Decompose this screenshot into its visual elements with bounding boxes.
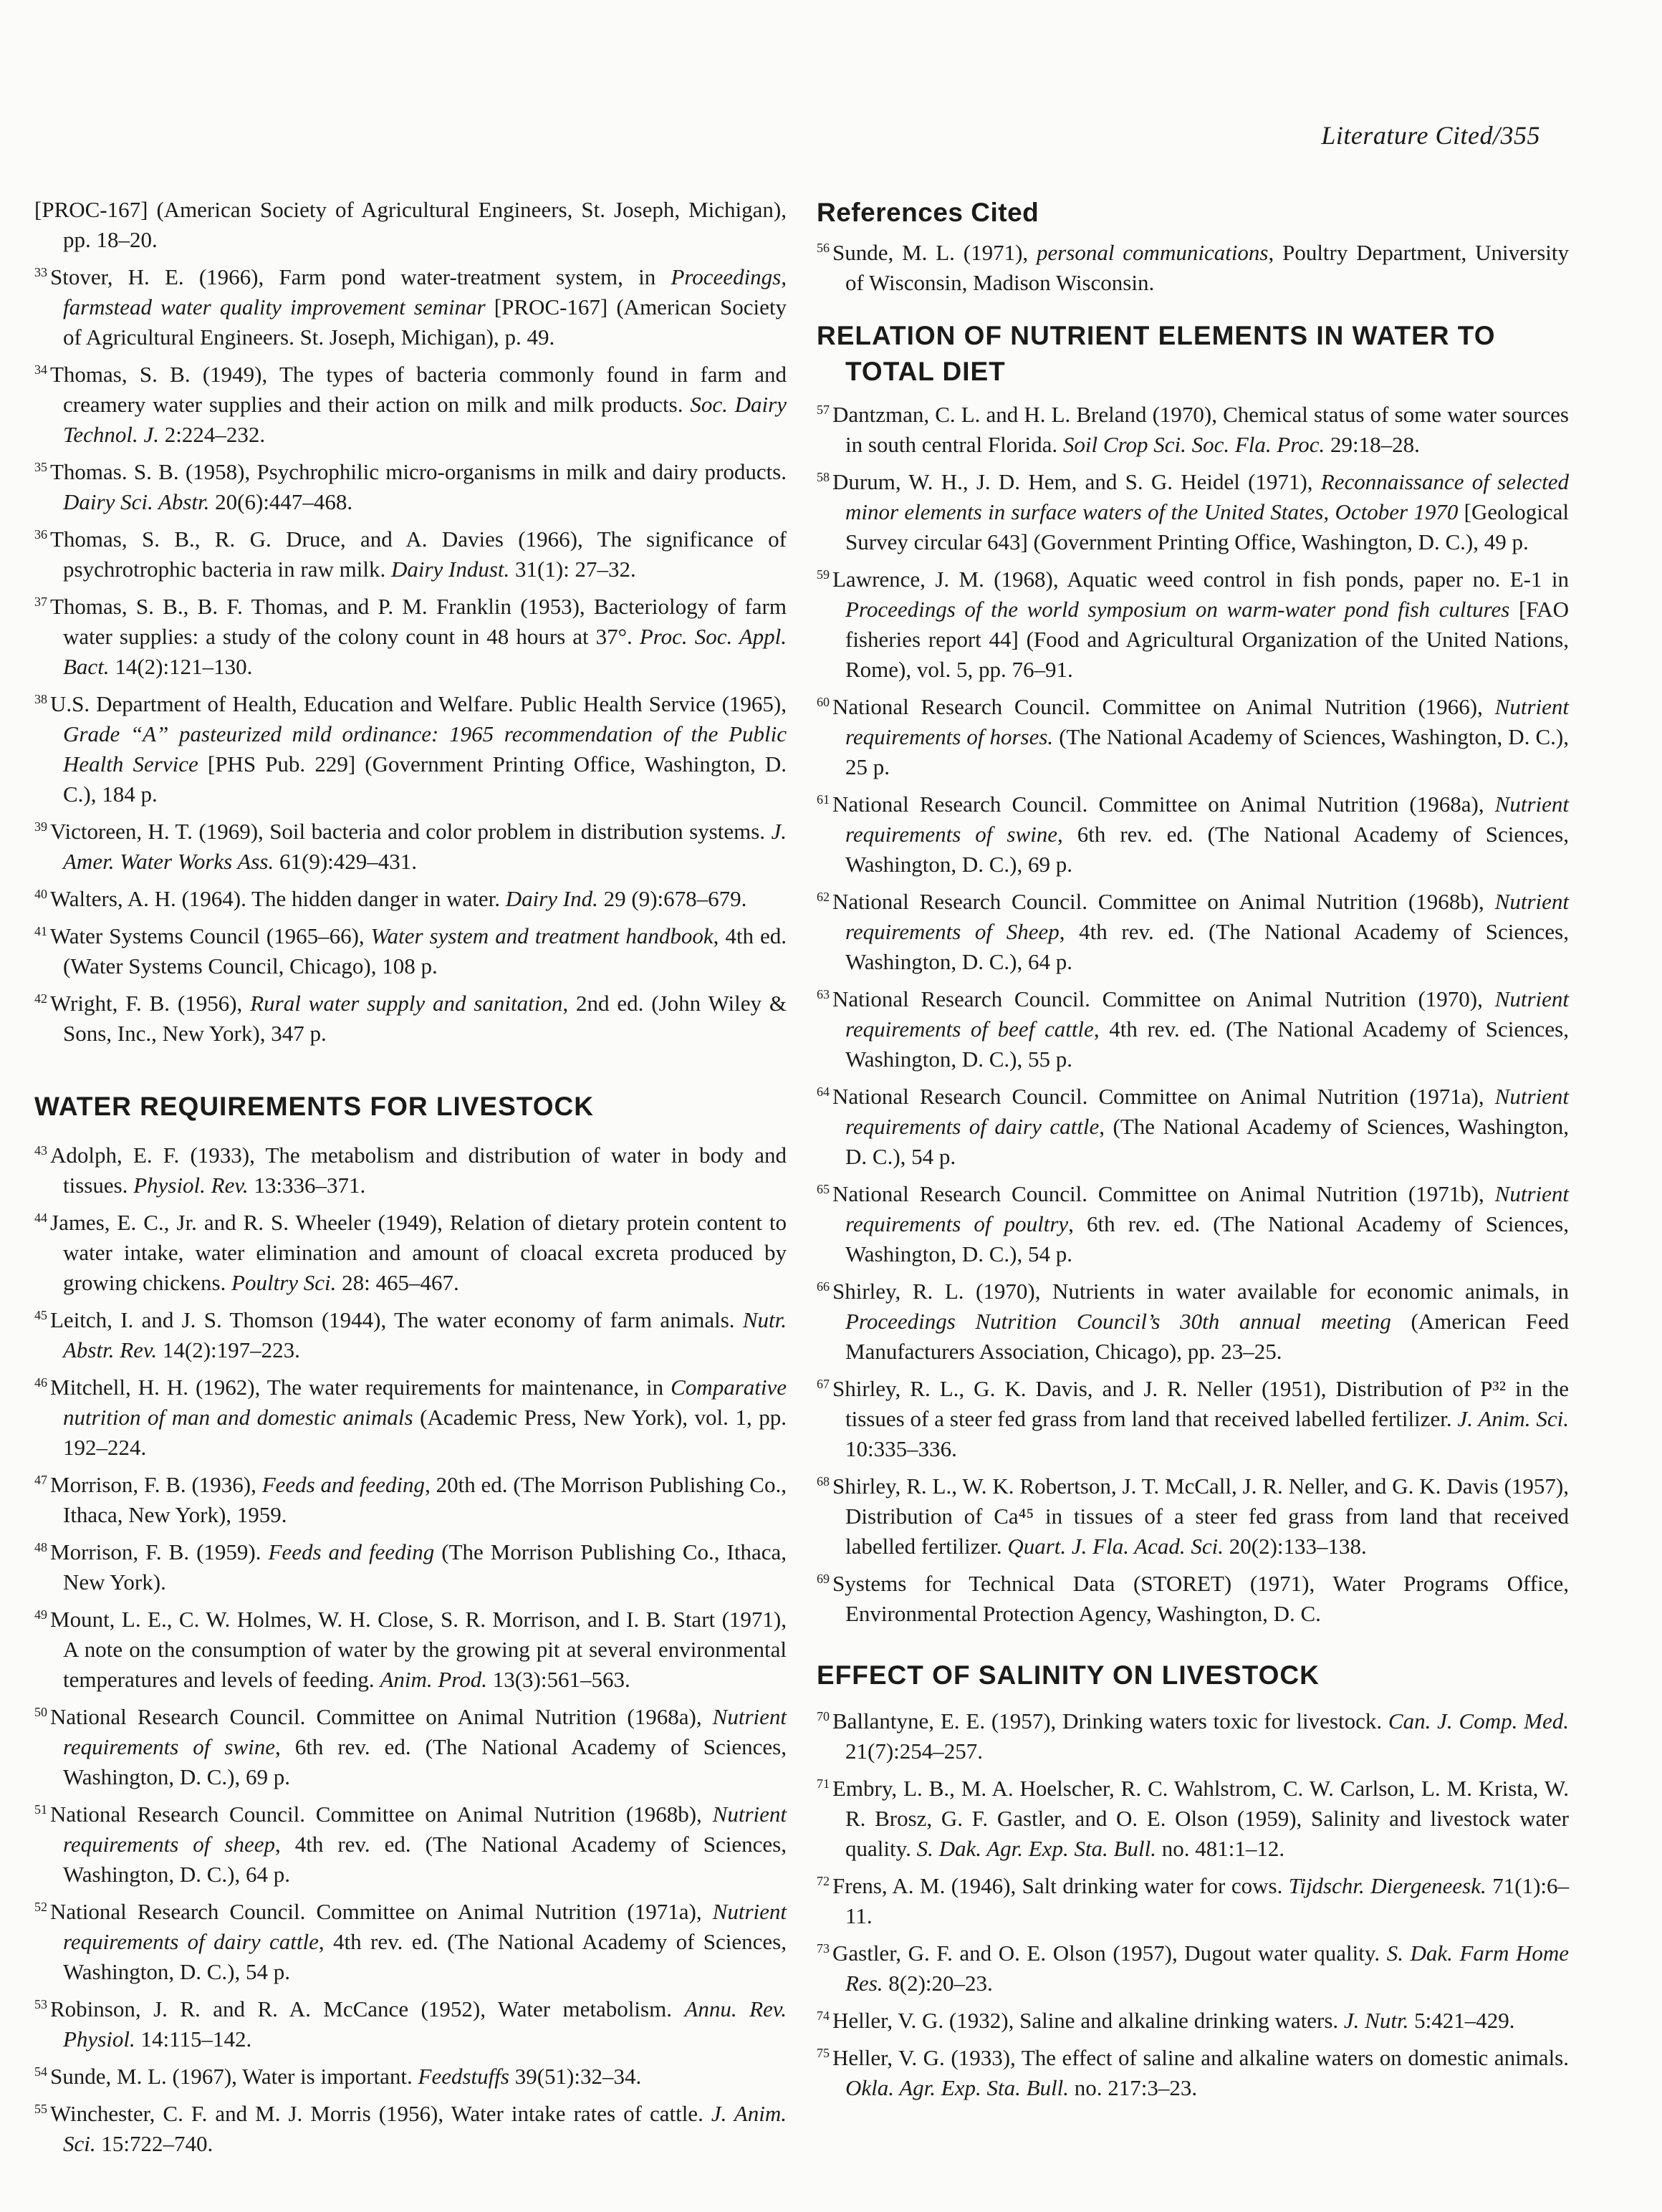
reference-italic-text: Nutrient requirements of dairy cattle <box>845 1084 1569 1139</box>
reference-italic-text: Comparative nutrition of man and domestic animals <box>63 1375 787 1430</box>
reference-number: 54 <box>34 2064 47 2079</box>
reference-number: 55 <box>34 2101 47 2116</box>
reference-number: 64 <box>817 1084 830 1099</box>
reference-italic-text: J. Anim. Sci. <box>63 2101 787 2156</box>
reference-number: 69 <box>817 1571 830 1586</box>
reference-text: Leitch, I. and J. S. Thomson (1944), The water economy of farm animals. <box>50 1307 743 1332</box>
reference-italic-text: Rural water supply and sanitation <box>250 991 563 1016</box>
reference-italic-text: personal communications <box>1036 240 1269 265</box>
reference-entry <box>34 1897 787 1987</box>
reference-text: Gastler, G. F. and O. E. Olson (1957), Dugout water quality. <box>832 1941 1387 1966</box>
reference-entry <box>817 2043 1569 2103</box>
reference-entry <box>34 360 787 450</box>
reference-entry <box>817 1871 1569 1931</box>
reference-text: National Research Council. Committee on Animal Nutrition (1970), <box>832 986 1495 1011</box>
reference-text: Shirley, R. L. (1970), Nutrients in water available for economic animals, in <box>832 1279 1569 1304</box>
reference-number: 71 <box>817 1776 830 1791</box>
reference-italic-text: Okla. Agr. Exp. Sta. Bull. <box>845 2075 1069 2100</box>
reference-text: , 2nd ed. (John Wiley & Sons, Inc., New York), 347 p. <box>63 991 787 1046</box>
reference-entry <box>34 1470 787 1530</box>
reference-text: 14:115–142. <box>135 2026 252 2052</box>
reference-entry <box>34 1702 787 1792</box>
reference-text: 14(2):121–130. <box>109 654 253 679</box>
reference-italic-text: Feedstuffs <box>418 2064 509 2089</box>
reference-entry <box>817 1082 1569 1172</box>
reference-number: 48 <box>34 1539 47 1554</box>
reference-entry <box>817 1706 1569 1766</box>
reference-text: James, E. C., Jr. and R. S. Wheeler (1949), Relation of dietary protein content to water intake, water elimination and amount of cloacal excreta produced by growing chickens. <box>50 1210 787 1295</box>
reference-italic-text: Dairy Indust. <box>390 557 510 582</box>
reference-text: Lawrence, J. M. (1968), Aquatic weed control in fish ponds, paper no. E-1 in <box>832 567 1569 592</box>
reference-text: [PHS Pub. 229] (Government Printing Office, Washington, D. C.), 184 p. <box>63 751 787 807</box>
reference-italic-text: Can. J. Comp. Med. <box>1388 1708 1569 1733</box>
reference-entry <box>817 1938 1569 1999</box>
reference-entry <box>34 2099 787 2159</box>
reference-entry <box>817 887 1569 977</box>
section-heading-water-requirements: WATER REQUIREMENTS FOR LIVESTOCK <box>34 1092 594 1121</box>
reference-italic-text: Nutrient requirements of poultry <box>845 1181 1569 1236</box>
running-head: Literature Cited/355 <box>1321 121 1540 150</box>
reference-number: 49 <box>34 1607 47 1622</box>
reference-number: 73 <box>817 1941 830 1956</box>
reference-number: 44 <box>34 1210 47 1225</box>
reference-text: no. 217:3–23. <box>1068 2075 1198 2100</box>
reference-entry <box>34 1605 787 1695</box>
reference-italic-text: Reconnaissance of selected minor elements in surface waters of the United States, October 1970 <box>845 469 1569 524</box>
reference-text: [FAO fisheries report 44] (Food and Agricultural Organization of the United Nations, Rome), vol. 5, pp. 76–91. <box>845 597 1569 682</box>
reference-list <box>34 262 787 1049</box>
reference-text: 29 (9):678–679. <box>597 886 747 911</box>
reference-number: 60 <box>817 694 830 709</box>
reference-number: 38 <box>34 691 47 706</box>
reference-text: Victoreen, H. T. (1969), Soil bacteria and color problem in distribution systems. <box>50 819 772 844</box>
reference-italic-text: Soc. Dairy Technol. J. <box>63 392 787 447</box>
reference-entry <box>817 789 1569 880</box>
reference-italic-text: Poultry Sci. <box>231 1270 337 1295</box>
reference-text: 10:335–336. <box>845 1436 957 1461</box>
reference-entry <box>34 689 787 809</box>
reference-text: Wright, F. B. (1956), <box>50 991 251 1016</box>
reference-italic-text: Annu. Rev. Physiol. <box>63 1996 787 2052</box>
reference-number: 61 <box>817 792 830 807</box>
reference-italic-text: Grade “A” pasteurized mild ordinance: 1965 recommendation of the Public Health Service <box>63 721 787 776</box>
reference-text: National Research Council. Committee on Animal Nutrition (1971b), <box>832 1181 1495 1206</box>
reference-text: , 6th rev. ed. (The National Academy of Sciences, Washington, D. C.), 69 p. <box>845 822 1569 877</box>
reference-italic-text: Nutrient requirements of Sheep <box>845 889 1569 944</box>
reference-italic-text: Physiol. Rev. <box>133 1173 249 1198</box>
reference-number: 51 <box>34 1802 47 1817</box>
reference-number: 58 <box>817 469 830 484</box>
reference-italic-text: Dairy Ind. <box>505 886 598 911</box>
reference-entry <box>34 817 787 877</box>
reference-text: 8(2):20–23. <box>883 1971 993 1996</box>
reference-text: Thomas, S. B., B. F. Thomas, and P. M. Franklin (1953), Bacteriology of farm water supplies: a study of the colony count in 48 hours at 37°. <box>50 594 787 649</box>
reference-entry <box>34 524 787 585</box>
reference-italic-text: Nutrient requirements of swine <box>845 792 1569 847</box>
reference-number: 45 <box>34 1307 47 1322</box>
reference-text: Mount, L. E., C. W. Holmes, W. H. Close, S. R. Morrison, and I. B. Start (1971), A note on the consumption of water by the growing pit at several environmental temperatures and levels of feeding. <box>50 1607 787 1692</box>
reference-text: Shirley, R. L., W. K. Robertson, J. T. McCall, J. R. Neller, and G. K. Davis (1957), Distribution of Ca⁴⁵ in tissues of a steer fed grass from land that received labelled fertilizer. <box>832 1473 1569 1559</box>
reference-entry <box>817 1774 1569 1864</box>
reference-number: 37 <box>34 594 47 609</box>
reference-number: 35 <box>34 459 47 474</box>
reference-italic-text: Nutrient requirements of horses. <box>845 694 1569 749</box>
reference-number: 40 <box>34 886 47 901</box>
reference-number: 34 <box>34 362 47 377</box>
reference-italic-text: Nutr. Abstr. Rev. <box>63 1307 787 1362</box>
reference-entry <box>817 467 1569 557</box>
reference-text: Winchester, C. F. and M. J. Morris (1956), Water intake rates of cattle. <box>50 2101 711 2126</box>
reference-number: 67 <box>817 1376 830 1391</box>
reference-text: Stover, H. E. (1966), Farm pond water-treatment system, in <box>50 264 671 289</box>
reference-italic-text: Feeds and feeding <box>261 1472 426 1497</box>
reference-text: National Research Council. Committee on Animal Nutrition (1968b), <box>50 1802 713 1827</box>
reference-text: National Research Council. Committee on Animal Nutrition (1968a), <box>50 1704 713 1729</box>
section-heading-references-cited: References Cited <box>817 198 1039 227</box>
section-heading-effect-of-salinity: EFFECT OF SALINITY ON LIVESTOCK <box>817 1660 1320 1690</box>
reference-italic-text: J. Amer. Water Works Ass. <box>63 819 787 874</box>
reference-text: Robinson, J. R. and R. A. McCance (1952), Water metabolism. <box>50 1996 685 2021</box>
reference-entry <box>34 1140 787 1201</box>
reference-number: 53 <box>34 1996 47 2011</box>
reference-italic-text: Nutrient requirements of swine <box>63 1704 787 1759</box>
reference-italic-text: Dairy Sci. Abstr. <box>63 489 210 514</box>
reference-text: , 4th rev. ed. (The National Academy of Sciences, Washington, D. C.), 64 p. <box>845 919 1569 974</box>
reference-text: , 4th ed. (Water Systems Council, Chicago), 108 p. <box>63 923 787 978</box>
reference-italic-text: J. Nutr. <box>1343 2008 1409 2033</box>
reference-text: 20(2):133–138. <box>1224 1534 1367 1559</box>
reference-number: 68 <box>817 1473 830 1489</box>
reference-text: (The Morrison Publishing Co., Ithaca, New York). <box>63 1539 787 1595</box>
reference-number: 66 <box>817 1279 830 1294</box>
reference-italic-text: J. Anim. Sci. <box>1457 1406 1570 1431</box>
reference-entry <box>34 1372 787 1463</box>
reference-italic-text: Nutrient requirements of dairy cattle <box>63 1899 787 1954</box>
reference-text: National Research Council. Committee on Animal Nutrition (1966), <box>832 694 1495 719</box>
reference-entry <box>34 592 787 682</box>
reference-number: 33 <box>34 264 47 279</box>
reference-text: (Academic Press, New York), vol. 1, pp. 192–224. <box>63 1405 787 1460</box>
reference-text: [PROC-167] (American Society of Agricultural Engineers. St. Joseph, Michigan), p. 49. <box>63 294 787 350</box>
reference-text: 61(9):429–431. <box>274 849 418 874</box>
reference-entry <box>34 1994 787 2054</box>
reference-text: , 20th ed. (The Morrison Publishing Co., Ithaca, New York), 1959. <box>63 1472 787 1527</box>
reference-italic-text: Nutrient requirements of beef cattle <box>845 986 1569 1042</box>
reference-text: no. 481:1–12. <box>1156 1836 1285 1861</box>
reference-text: Walters, A. H. (1964). The hidden danger in water. <box>50 886 506 911</box>
left-column <box>34 195 787 2166</box>
reference-number: 63 <box>817 986 830 1001</box>
reference-italic-text: Proceedings of the world symposium on warm-water pond fish cultures <box>845 597 1510 622</box>
reference-italic-text: Anim. Prod. <box>380 1667 487 1692</box>
reference-text: Shirley, R. L., G. K. Davis, and J. R. Neller (1951), Distribution of P³² in the tissues of a steer fed grass from land that received labelled fertilizer. <box>832 1376 1569 1431</box>
reference-text: National Research Council. Committee on Animal Nutrition (1968a), <box>832 792 1495 817</box>
reference-entry <box>34 1208 787 1298</box>
reference-entry <box>817 564 1569 685</box>
reference-number: 57 <box>817 402 830 417</box>
reference-text: Morrison, F. B. (1959). <box>50 1539 269 1564</box>
reference-text: Heller, V. G. (1933), The effect of saline and alkaline waters on domestic animals. <box>832 2045 1569 2070</box>
reference-number: 65 <box>817 1181 830 1196</box>
reference-entry <box>34 921 787 981</box>
reference-number: 46 <box>34 1375 47 1390</box>
reference-text: (The National Academy of Sciences, Washington, D. C.), 25 p. <box>845 724 1569 779</box>
reference-text: 20(6):447–468. <box>209 489 353 514</box>
reference-text: 28: 465–467. <box>336 1270 459 1295</box>
reference-number: 47 <box>34 1472 47 1487</box>
reference-text: National Research Council. Committee on Animal Nutrition (1968b), <box>832 889 1495 914</box>
reference-entry <box>817 692 1569 782</box>
reference-number: 70 <box>817 1708 830 1723</box>
reference-text: 21(7):254–257. <box>845 1739 984 1764</box>
reference-entry <box>817 1179 1569 1269</box>
reference-text: Dantzman, C. L. and H. L. Breland (1970), Chemical status of some water sources in south central Florida. <box>832 402 1569 457</box>
reference-text: Mitchell, H. H. (1962), The water requirements for maintenance, in <box>50 1375 671 1400</box>
reference-entry <box>34 2062 787 2092</box>
reference-list <box>817 238 1569 298</box>
reference-italic-text: S. Dak. Agr. Exp. Sta. Bull. <box>916 1836 1156 1861</box>
reference-text: Systems for Technical Data (STORET) (1971), Water Programs Office, Environmental Protection Agency, Washington, D. C. <box>832 1571 1569 1626</box>
reference-text: 39(51):32–34. <box>509 2064 642 2089</box>
reference-entry <box>34 989 787 1049</box>
reference-entry <box>817 984 1569 1074</box>
reference-italic-text: Feeds and feeding <box>268 1539 435 1564</box>
reference-entry <box>817 1569 1569 1629</box>
reference-text: Durum, W. H., J. D. Hem, and S. G. Heidel (1971), <box>832 469 1321 494</box>
reference-number: 62 <box>817 889 830 904</box>
right-column <box>817 195 1569 2110</box>
reference-italic-text: Nutrient requirements of sheep <box>63 1802 787 1857</box>
continued-reference: [PROC-167] (American Society of Agricultural Engineers, St. Joseph, Michigan), pp. 18–20. <box>34 197 787 252</box>
reference-entry <box>34 884 787 914</box>
reference-number: 43 <box>34 1143 47 1158</box>
reference-entry <box>817 1374 1569 1464</box>
reference-number: 50 <box>34 1704 47 1719</box>
reference-entry <box>34 457 787 517</box>
reference-text: , 4th rev. ed. (The National Academy of Sciences, Washington, D. C.), 54 p. <box>63 1929 787 1984</box>
reference-entry <box>817 400 1569 460</box>
reference-text: , 4th rev. ed. (The National Academy of Sciences, Washington, D. C.), 64 p. <box>63 1832 787 1887</box>
reference-entry <box>34 262 787 352</box>
reference-text: 31(1): 27–32. <box>509 557 636 582</box>
reference-text: 29:18–28. <box>1325 432 1420 457</box>
reference-number: 59 <box>817 567 830 582</box>
reference-entry <box>34 1305 787 1365</box>
reference-text: Embry, L. B., M. A. Hoelscher, R. C. Wahlstrom, C. W. Carlson, L. M. Krista, W. R. Brosz, G. F. Gastler, and O. E. Olson (1959), Salinity and livestock water quality. <box>832 1776 1569 1861</box>
reference-number: 52 <box>34 1899 47 1914</box>
reference-text: , 6th rev. ed. (The National Academy of Sciences, Washington, D. C.), 69 p. <box>63 1734 787 1789</box>
reference-entry <box>817 2006 1569 2036</box>
reference-text: , 6th rev. ed. (The National Academy of Sciences, Washington, D. C.), 54 p. <box>845 1211 1569 1266</box>
reference-text: Water Systems Council (1965–66), <box>50 923 371 948</box>
reference-entry <box>817 1276 1569 1367</box>
reference-text: National Research Council. Committee on Animal Nutrition (1971a), <box>832 1084 1495 1109</box>
reference-text: Thomas, S. B. (1949), The types of bacteria commonly found in farm and creamery water supplies and their action on milk and milk products. <box>50 362 787 417</box>
reference-number: 56 <box>817 240 830 255</box>
reference-text: Sunde, M. L. (1967), Water is important. <box>50 2064 418 2089</box>
reference-list <box>817 400 1569 1629</box>
reference-number: 42 <box>34 991 47 1006</box>
reference-text: 71(1):6–11. <box>845 1873 1570 1928</box>
reference-list <box>817 1706 1569 2103</box>
reference-text: (American Feed Manufacturers Association, Chicago), pp. 23–25. <box>845 1309 1570 1364</box>
reference-text: U.S. Department of Health, Education and Welfare. Public Health Service (1965), <box>50 691 787 716</box>
reference-list <box>34 1140 787 2159</box>
reference-text: Adolph, E. F. (1933), The metabolism and distribution of water in body and tissues. <box>50 1143 787 1198</box>
reference-text: , (The National Academy of Sciences, Washington, D. C.), 54 p. <box>845 1114 1569 1169</box>
reference-italic-text: Quart. J. Fla. Acad. Sci. <box>1007 1534 1224 1559</box>
reference-italic-text: Proc. Soc. Appl. Bact. <box>63 624 787 679</box>
reference-entry <box>817 1471 1569 1562</box>
reference-text: Morrison, F. B. (1936), <box>50 1472 262 1497</box>
reference-entry <box>817 238 1569 298</box>
reference-number: 75 <box>817 2045 830 2060</box>
section-heading-relation-of-nutrient-elements: RELATION OF NUTRIENT ELEMENTS IN WATER TO TOTAL DIET <box>817 321 1496 386</box>
reference-entry <box>34 1537 787 1597</box>
reference-text: [Geological Survey circular 643] (Government Printing Office, Washington, D. C.), 49 p. <box>845 499 1570 554</box>
reference-text: Ballantyne, E. E. (1957), Drinking waters toxic for livestock. <box>832 1708 1388 1733</box>
reference-number: 74 <box>817 2008 830 2023</box>
reference-text: 14(2):197–223. <box>157 1337 300 1362</box>
reference-number: 72 <box>817 1873 830 1888</box>
reference-text: Thomas, S. B., R. G. Druce, and A. Davies (1966), The significance of psychrotrophic bacteria in raw milk. <box>50 526 787 582</box>
reference-text: 13(3):561–563. <box>486 1667 630 1692</box>
reference-text: Thomas. S. B. (1958), Psychrophilic micro-organisms in milk and dairy products. <box>50 459 787 484</box>
reference-text: 2:224–232. <box>159 422 266 447</box>
reference-text: National Research Council. Committee on Animal Nutrition (1971a), <box>50 1899 713 1924</box>
reference-number: 39 <box>34 819 47 834</box>
reference-text: , 4th rev. ed. (The National Academy of Sciences, Washington, D. C.), 55 p. <box>845 1016 1569 1072</box>
reference-text: 13:336–371. <box>248 1173 366 1198</box>
reference-italic-text: Proceedings Nutrition Council’s 30th annual meeting <box>845 1309 1391 1334</box>
reference-italic-text: Soil Crop Sci. Soc. Fla. Proc. <box>1062 432 1325 457</box>
reference-text: Frens, A. M. (1946), Salt drinking water for cows. <box>832 1873 1289 1898</box>
reference-number: 36 <box>34 526 47 542</box>
reference-italic-text: Tijdschr. Diergeneesk. <box>1288 1873 1486 1898</box>
reference-entry <box>34 1799 787 1890</box>
reference-italic-text: Water system and treatment handbook <box>370 923 714 948</box>
reference-text: 15:722–740. <box>95 2131 213 2156</box>
reference-italic-text: S. Dak. Farm Home Res. <box>845 1941 1569 1996</box>
reference-text: Sunde, M. L. (1971), <box>832 240 1037 265</box>
reference-number: 41 <box>34 923 47 938</box>
reference-text: , Poultry Department, University of Wisconsin, Madison Wisconsin. <box>845 240 1569 295</box>
reference-italic-text: Proceedings, farmstead water quality improvement seminar <box>63 264 787 319</box>
reference-text: Heller, V. G. (1932), Saline and alkaline drinking waters. <box>832 2008 1344 2033</box>
reference-text: 5:421–429. <box>1408 2008 1515 2033</box>
